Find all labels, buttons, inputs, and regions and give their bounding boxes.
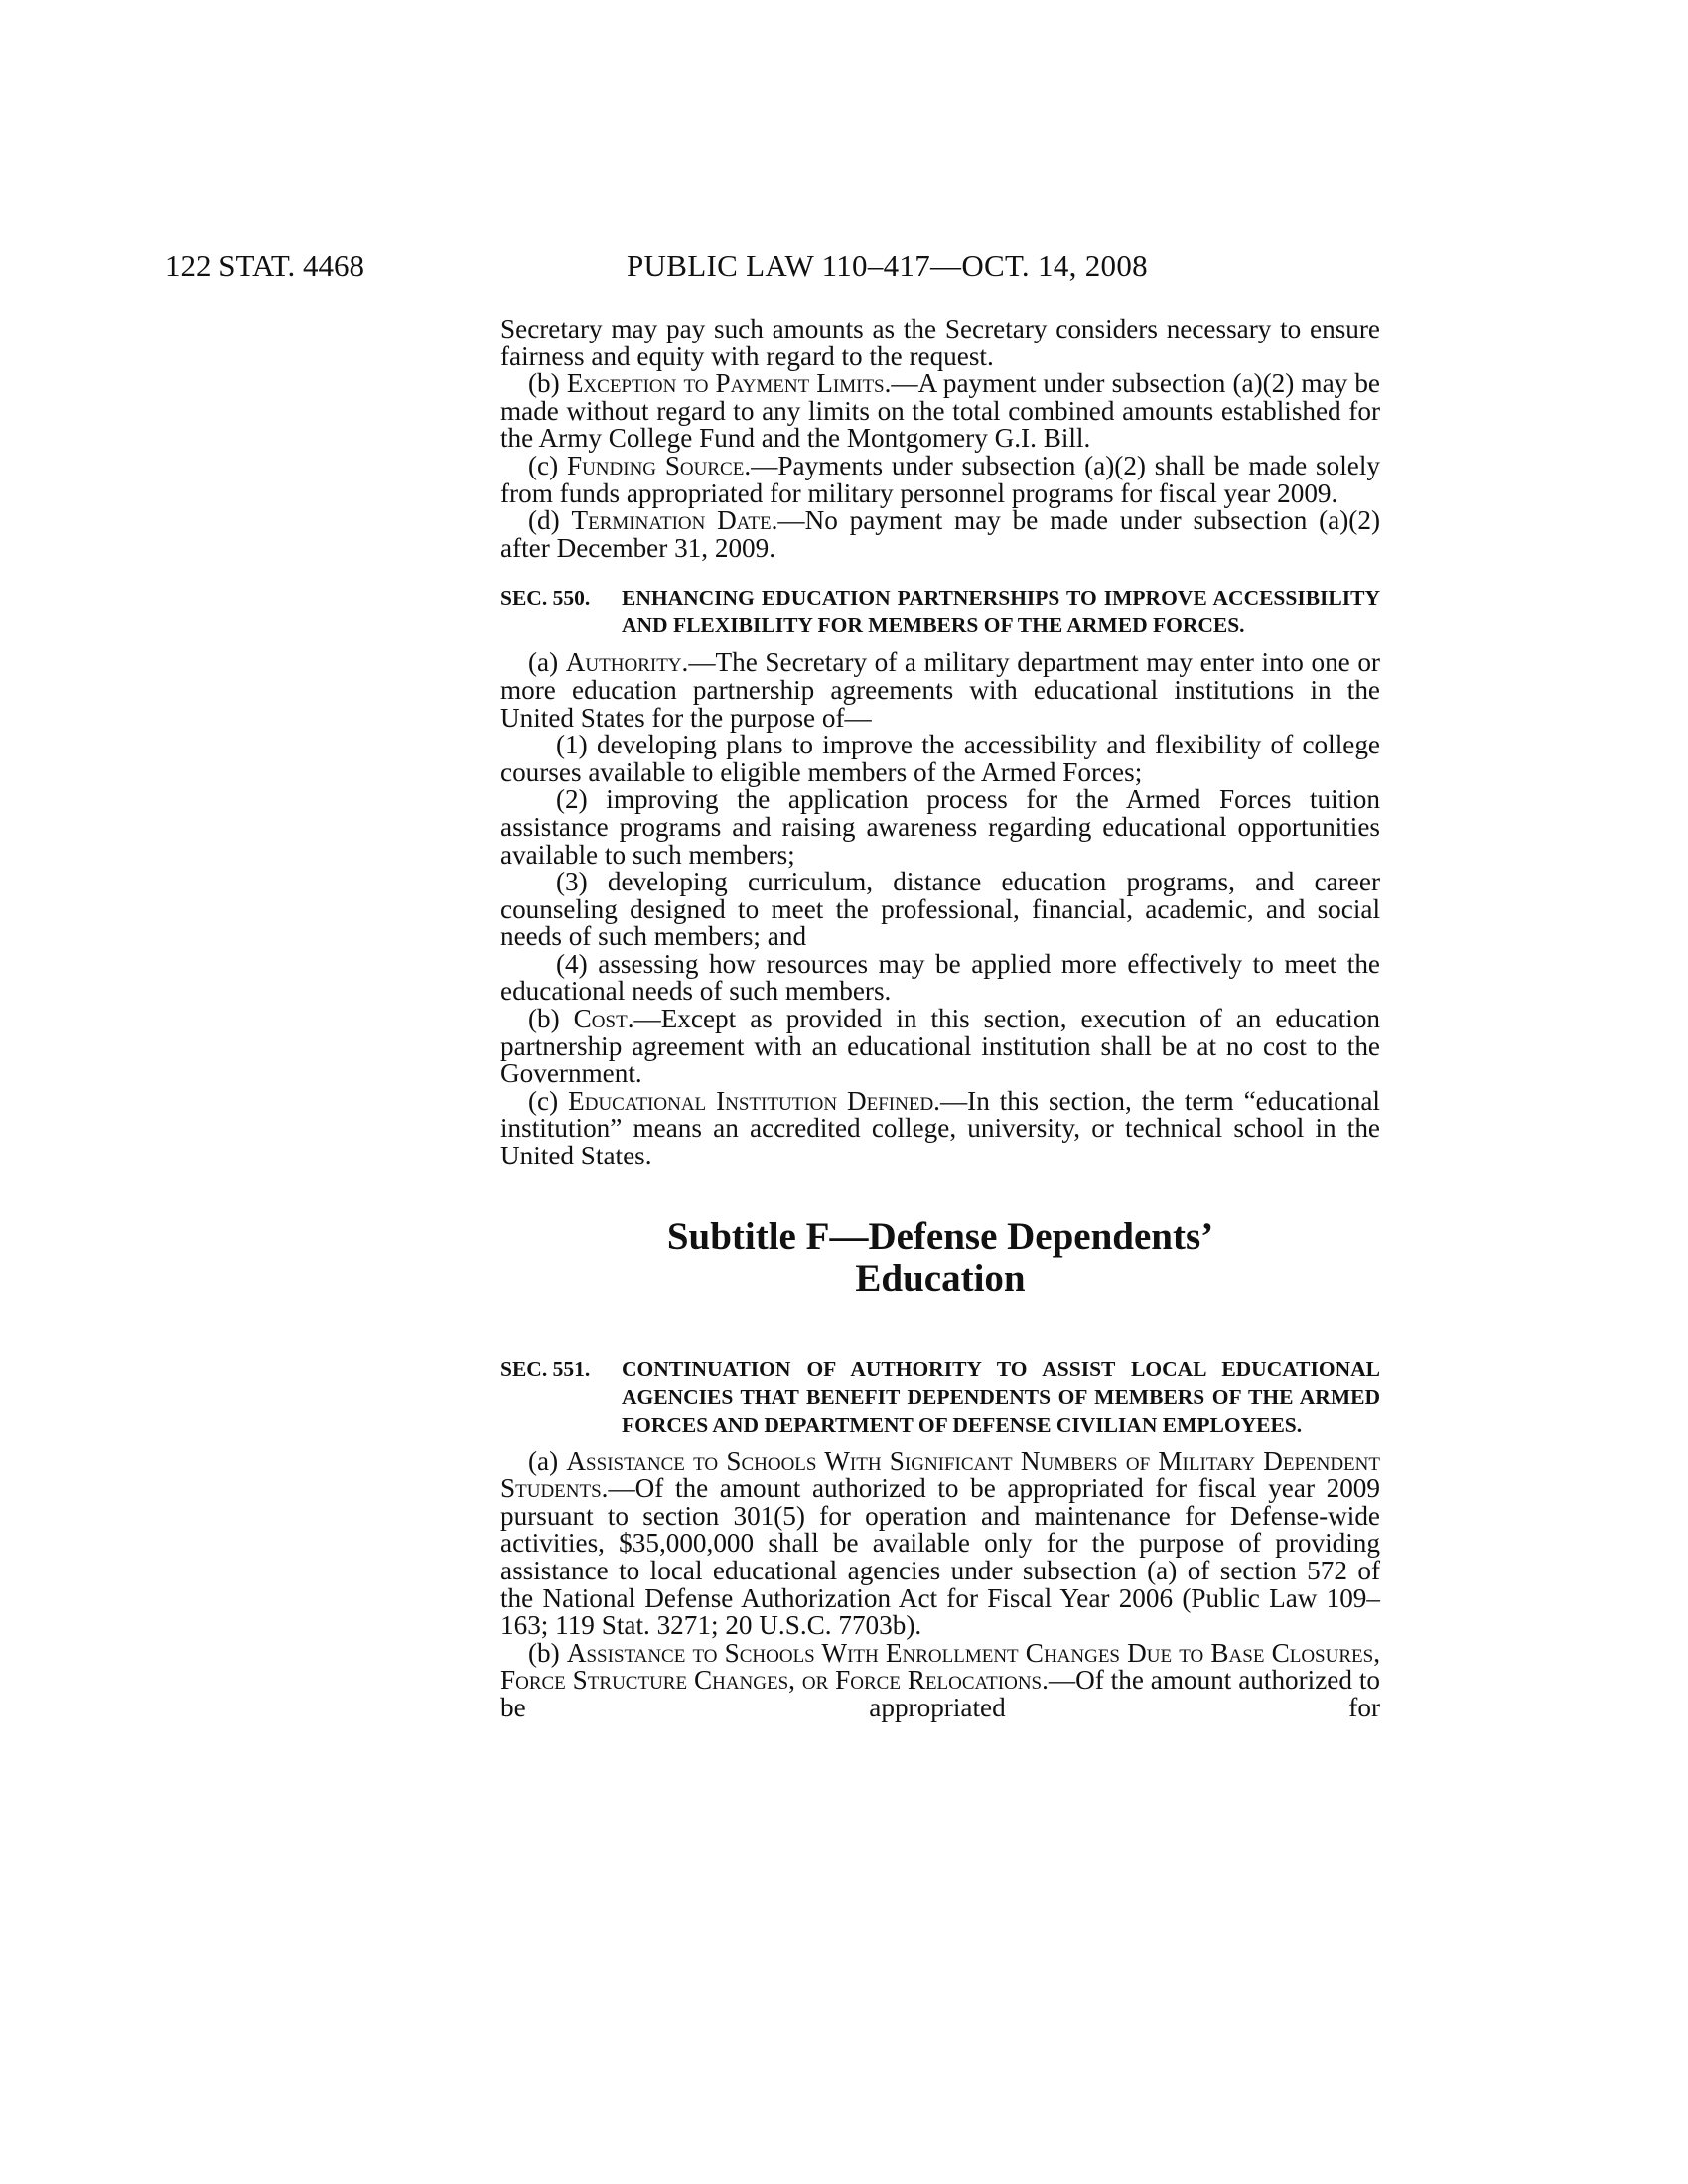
section-number: SEC. 550.	[500, 586, 591, 611]
intro-paragraph: Secretary may pay such amounts as the Secretary considers necessary to ensure fairness and equity with regard to the request.	[500, 314, 1380, 371]
list-item: (4) assessing how resources may be applied more effectively to meet the educational needs of such members.	[500, 948, 1380, 1007]
subtitle-line-2: Education	[855, 1256, 1026, 1299]
list-item: (2) improving the application process for the Armed Forces tuition assistance programs and raising awareness regarding educational opportunities available to such members;	[500, 784, 1380, 870]
subsection-heading: Exception to Payment Limits.	[566, 368, 892, 399]
sec550-subsection-c: (c) Educational Institution Defined.—In this section, the term “educational institution” means an accredited college, university, or technical school in the United States.	[500, 1085, 1380, 1171]
subsection-heading: Assistance to Schools With Significant Numbers of Military Dependent Students.	[500, 1445, 1380, 1504]
sec551-subsection-b: (b) Assistance to Schools With Enrollment Changes Due to Base Closures, Force Structure Changes, or Force Relocations.—Of the amount authorized to be appropriated for	[500, 1637, 1381, 1722]
subsection-b-payment-limits: (b) Exception to Payment Limits.—A payment under subsection (a)(2) may be made without regard to any limits on the total combined amounts established for the Army College Fund and the Montgomery G.I. Bill.	[500, 368, 1380, 454]
subtitle-line-1: Subtitle F—Defense Dependents’	[666, 1214, 1214, 1258]
statute-page-number: 122 STAT. 4468	[165, 248, 365, 283]
subsection-heading: Educational Institution Defined.	[568, 1085, 940, 1116]
subtitle-heading	[500, 1216, 1380, 1299]
subsection-heading: Assistance to Schools With Enrollment Changes Due to Base Closures, Force Structure Changes, or Force Relocations.	[500, 1637, 1380, 1696]
section-551-heading	[500, 1355, 1380, 1438]
running-title: PUBLIC LAW 110–417—OCT. 14, 2008	[627, 248, 1148, 283]
document-body	[500, 316, 1380, 1722]
subsection-c-funding-source: (c) Funding Source.—Payments under subsection (a)(2) shall be made solely from funds appropriated for military personnel programs for fiscal year 2009.	[500, 450, 1380, 508]
page-header	[165, 248, 1396, 288]
subsection-d-termination-date: (d) Termination Date.—No payment may be made under subsection (a)(2) after December 31, 2009.	[500, 505, 1380, 563]
sec550-subsection-b: (b) Cost.—Except as provided in this section, execution of an education partnership agreement with an educational institution shall be at no cost to the Government.	[500, 1004, 1381, 1089]
subsection-heading: Funding Source.	[566, 450, 752, 480]
sec550-subsection-a: (a) Authority.—The Secretary of a military department may enter into one or more education partnership agreements with educational institutions in the United States for the purpose of—	[500, 647, 1380, 733]
subsection-heading: Authority.	[565, 647, 689, 678]
sec551-subsection-a: (a) Assistance to Schools With Significant Numbers of Military Dependent Students.—Of the amount authorized to be appropriated for fiscal year 2009 pursuant to section 301(5) for operation and maintenance for Defense-wide activities, $35,000,000 shall be available only for the purpose of providing assistance to local educational agencies under subsection (a) of section 572 of the National Defense Authorization Act for Fiscal Year 2006 (Public Law 109–163; 119 Stat. 3271; 20 U.S.C. 7703b).	[500, 1445, 1380, 1641]
subsection-heading: Termination Date.	[571, 505, 778, 536]
list-item: (1) developing plans to improve the accessibility and flexibility of college courses available to eligible members of the Armed Forces;	[500, 730, 1380, 787]
section-550-heading	[500, 584, 1380, 639]
subsection-heading: Cost.	[573, 1004, 634, 1034]
section-number: SEC. 551.	[500, 1356, 591, 1381]
section-title: ENHANCING EDUCATION PARTNERSHIPS TO IMPROVE ACCESSIBILITY AND FLEXIBILITY FOR MEMBERS OF THE ARMED FORCES.	[622, 586, 1380, 638]
list-item: (3) developing curriculum, distance education programs, and career counseling designed to meet the professional, financial, academic, and social needs of such members; and	[500, 867, 1380, 952]
section-title: CONTINUATION OF AUTHORITY TO ASSIST LOCAL EDUCATIONAL AGENCIES THAT BENEFIT DEPENDENTS OF MEMBERS OF THE ARMED FORCES AND DEPARTMENT OF DEFENSE CIVILIAN EMPLOYEES.	[622, 1356, 1380, 1436]
